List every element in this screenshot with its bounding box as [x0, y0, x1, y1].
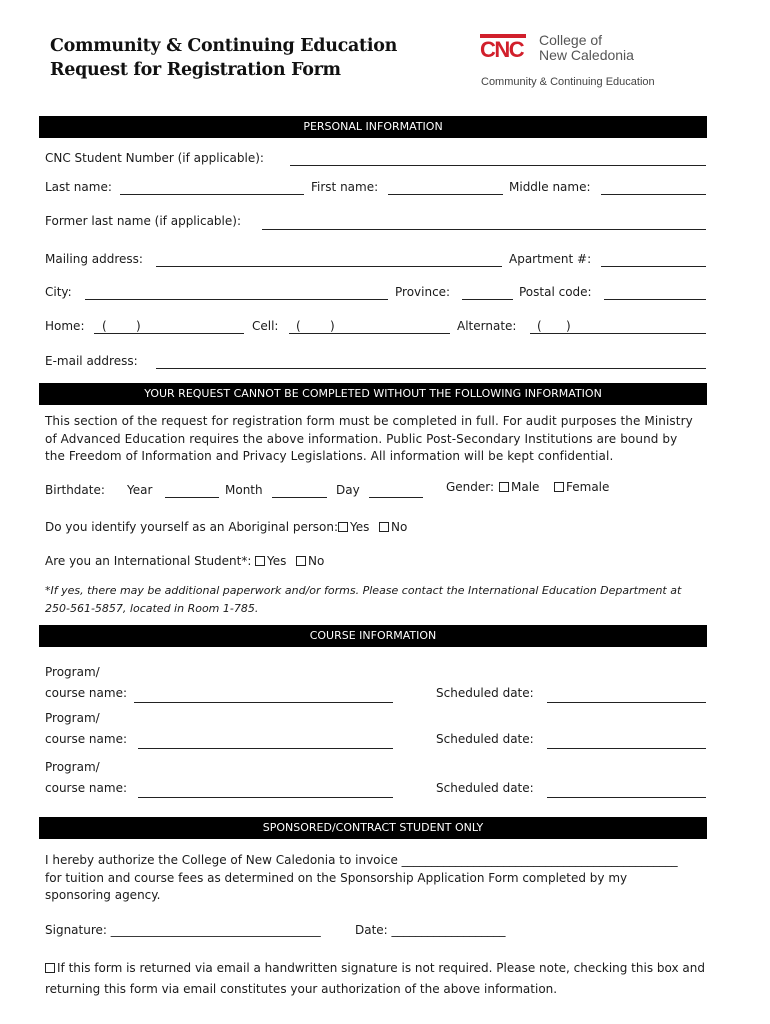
course-name-label-2: course name: — [45, 732, 128, 746]
first-name-field[interactable] — [388, 194, 503, 195]
postal-code-label: Postal code: — [519, 285, 592, 299]
signature-line[interactable]: Signature: ___________________________________ — [45, 923, 321, 937]
course-name-label-3: course name: — [45, 781, 128, 795]
required-info-heading: YOUR REQUEST CANNOT BE COMPLETED WITHOUT THE FOLLOWING INFORMATION — [39, 383, 707, 405]
college-line-1: College of — [539, 32, 603, 48]
city-label: City: — [45, 285, 72, 299]
alternate-phone-label: Alternate: — [457, 319, 517, 333]
province-label: Province: — [395, 285, 451, 299]
last-name-field[interactable] — [120, 194, 304, 195]
checkbox-icon[interactable] — [554, 482, 564, 492]
home-phone-label: Home: — [45, 319, 85, 333]
home-paren-open: ( — [102, 319, 107, 333]
checkbox-icon[interactable] — [499, 482, 509, 492]
cnc-logo-text: CNC — [480, 37, 524, 62]
email-label: E-mail address: — [45, 354, 138, 368]
course-name-field-3[interactable] — [138, 797, 393, 798]
checkbox-icon[interactable] — [379, 522, 389, 532]
student-number-label: CNC Student Number (if applicable): — [45, 151, 264, 165]
birth-month-field[interactable] — [272, 497, 327, 498]
date-line[interactable]: Date: ___________________ — [355, 923, 506, 937]
gender-label: Gender: — [446, 480, 495, 494]
aboriginal-question: Do you identify yourself as an Aboriginal person: — [45, 520, 339, 534]
scheduled-date-label-2: Scheduled date: — [436, 732, 534, 746]
email-field[interactable] — [156, 368, 706, 369]
middle-name-label: Middle name: — [509, 180, 591, 194]
title-line-1: Community & Continuing Education — [50, 36, 397, 56]
former-last-name-label: Former last name (if applicable): — [45, 214, 241, 228]
mailing-address-label: Mailing address: — [45, 252, 143, 266]
email-consent-option[interactable]: If this form is returned via email a handwritten signature is not required. Please note, checking this box and — [45, 960, 705, 976]
course-name-field-1[interactable] — [134, 702, 393, 703]
birth-day-field[interactable] — [369, 497, 423, 498]
home-paren-close: ) — [136, 319, 141, 333]
international-yes-option[interactable]: Yes — [255, 553, 286, 569]
international-question: Are you an International Student*: — [45, 554, 252, 568]
form-title — [50, 34, 397, 82]
sponsor-authorization — [45, 852, 695, 905]
middle-name-field[interactable] — [601, 194, 706, 195]
birth-year-label: Year — [127, 483, 153, 497]
alt-paren-close: ) — [566, 319, 571, 333]
checkbox-icon[interactable] — [296, 556, 306, 566]
gender-male-option[interactable]: Male — [499, 479, 539, 495]
checkbox-icon[interactable] — [255, 556, 265, 566]
cell-paren-close: ) — [330, 319, 335, 333]
first-name-label: First name: — [311, 180, 379, 194]
checkbox-icon[interactable] — [45, 963, 55, 973]
home-phone-field[interactable] — [94, 333, 244, 334]
program-label-3: Program/ — [45, 760, 100, 774]
international-note: *If yes, there may be additional paperwork and/or forms. Please contact the International Education Department at 250-561-5857, located in Room 1-785. — [45, 584, 682, 615]
city-field[interactable] — [85, 299, 388, 300]
cnc-logo — [480, 38, 526, 62]
mailing-address-field[interactable] — [156, 266, 502, 267]
email-consent-line2: returning this form via email constitutes your authorization of the above information. — [45, 982, 558, 996]
aboriginal-yes-option[interactable]: Yes — [338, 519, 369, 535]
required-info-intro: This section of the request for registration form must be completed in full. For audit purposes the Ministry of Advanced Education requires the above information. Public Post-Secondary Institutions are bound by the Freedom of Information and Privacy Legislations. All information will be kept confidential. — [45, 414, 693, 463]
program-label-2: Program/ — [45, 711, 100, 725]
scheduled-date-label-1: Scheduled date: — [436, 686, 534, 700]
gender-female-option[interactable]: Female — [554, 479, 609, 495]
birthdate-label: Birthdate: — [45, 483, 105, 497]
course-name-field-2[interactable] — [138, 748, 393, 749]
sponsor-authorization-line1: I hereby authorize the College of New Caledonia to invoice ______________________________________________ — [45, 853, 678, 867]
province-field[interactable] — [462, 299, 513, 300]
logo-subtitle: Community & Continuing Education — [481, 76, 655, 88]
course-name-label-1: course name: — [45, 686, 128, 700]
scheduled-date-field-3[interactable] — [547, 797, 706, 798]
former-last-name-field[interactable] — [262, 229, 706, 230]
scheduled-date-field-1[interactable] — [547, 702, 706, 703]
program-label-1: Program/ — [45, 665, 100, 679]
scheduled-date-label-3: Scheduled date: — [436, 781, 534, 795]
checkbox-icon[interactable] — [338, 522, 348, 532]
title-line-2: Request for Registration Form — [50, 60, 341, 80]
cell-phone-label: Cell: — [252, 319, 279, 333]
sponsored-heading: SPONSORED/CONTRACT STUDENT ONLY — [39, 817, 707, 839]
sponsor-authorization-rest: for tuition and course fees as determined on the Sponsorship Application Form completed by my sponsoring agency. — [45, 870, 628, 902]
apartment-field[interactable] — [601, 266, 706, 267]
birth-day-label: Day — [336, 483, 360, 497]
college-name — [539, 33, 634, 63]
apartment-label: Apartment #: — [509, 252, 592, 266]
personal-info-heading: PERSONAL INFORMATION — [39, 116, 707, 138]
postal-code-field[interactable] — [604, 299, 706, 300]
alternate-phone-field[interactable] — [530, 333, 706, 334]
cell-paren-open: ( — [296, 319, 301, 333]
alt-paren-open: ( — [537, 319, 542, 333]
student-number-field[interactable] — [290, 165, 706, 166]
birth-year-field[interactable] — [165, 497, 219, 498]
cell-phone-field[interactable] — [289, 333, 450, 334]
college-line-2: New Caledonia — [539, 47, 634, 63]
aboriginal-no-option[interactable]: No — [379, 519, 407, 535]
scheduled-date-field-2[interactable] — [547, 748, 706, 749]
course-info-heading: COURSE INFORMATION — [39, 625, 707, 647]
international-no-option[interactable]: No — [296, 553, 324, 569]
last-name-label: Last name: — [45, 180, 112, 194]
birth-month-label: Month — [225, 483, 263, 497]
